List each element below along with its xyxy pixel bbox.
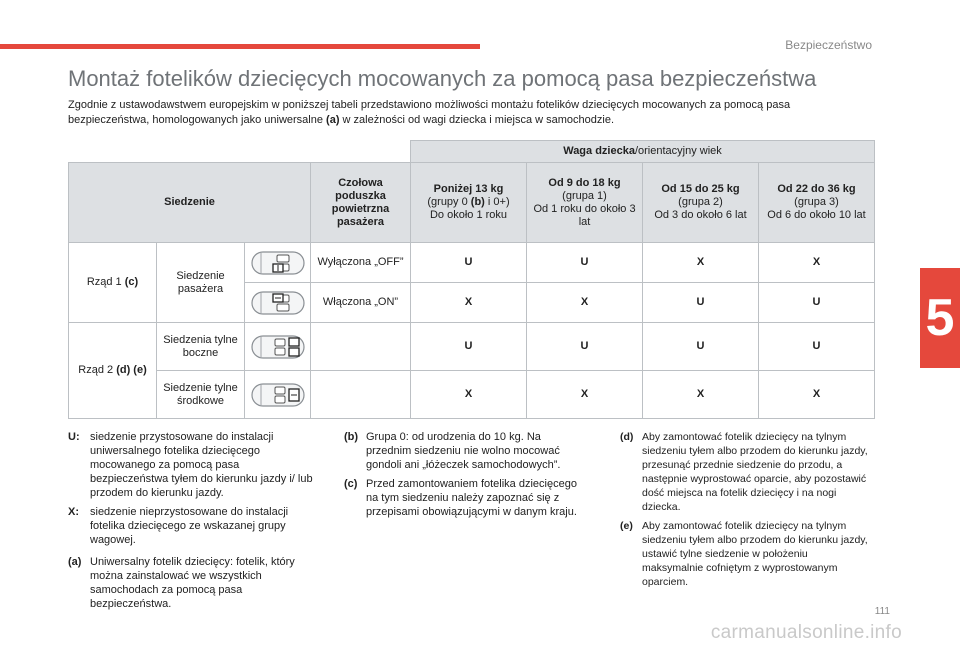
row2b-value-3: X xyxy=(759,371,875,419)
row1-label: Rząd 1 (c) xyxy=(69,243,157,323)
page-number: 111 xyxy=(874,606,890,617)
row1a-value-3: X xyxy=(759,243,875,283)
intro-paragraph xyxy=(68,98,868,128)
airbag-empty xyxy=(311,323,411,371)
column-header-row xyxy=(69,163,875,243)
footnotes-col-2 xyxy=(344,430,584,524)
row1b-value-2: U xyxy=(643,283,759,323)
col-header-group-0: Poniżej 13 kg (grupy 0 (b) i 0+) Do około 1 roku xyxy=(411,163,527,243)
table-row xyxy=(69,323,875,371)
row2a-value-3: U xyxy=(759,323,875,371)
row1a-value-2: X xyxy=(643,243,759,283)
footnote-c: (c) Przed zamontowaniem fotelika dziecięcego na tym siedzeniu należy zapoznać się z przepisami obowiązującymi w danym kraju. xyxy=(344,478,577,518)
airbag-empty xyxy=(311,371,411,419)
row2b-value-1: X xyxy=(527,371,643,419)
section-name: Bezpieczeństwo xyxy=(785,38,872,52)
table-row xyxy=(69,371,875,419)
row2-label: Rząd 2 (d) (e) xyxy=(69,323,157,419)
col-header-group-1: Od 9 do 18 kg (grupa 1) Od 1 roku do około 3 lat xyxy=(527,163,643,243)
table-row xyxy=(69,243,875,283)
footnote-d: (d) Aby zamontować fotelik dziecięcy na tylnym siedzeniu tyłem albo przodem do kierunku jazdy, przesunąć przednie siedzenie do przodu, a następnie wyprostować oparcie, aby pozostawić dość miejsca na fotelik dziecięcy i na nogi dziecka. xyxy=(620,431,868,513)
row1a-value-0: U xyxy=(411,243,527,283)
footnotes-col-3 xyxy=(620,430,870,594)
airbag-off: Wyłączona „OFF” xyxy=(311,243,411,283)
car-seat-icon-front-on xyxy=(245,283,311,323)
airbag-on: Włączona „ON” xyxy=(311,283,411,323)
row2a-value-1: U xyxy=(527,323,643,371)
footnote-a: (a) Uniwersalny fotelik dziecięcy: fotelik, który można zainstalować we wszystkich samochodach za pomocą pasa bezpieczeństwa. xyxy=(68,556,295,610)
row2b-value-0: X xyxy=(411,371,527,419)
row1-seat: Siedzenie pasażera xyxy=(157,243,245,323)
row2a-value-2: U xyxy=(643,323,759,371)
child-seat-table xyxy=(68,140,875,419)
intro-note-ref: (a) xyxy=(326,114,340,126)
col-header-group-2: Od 15 do 25 kg (grupa 2) Od 3 do około 6 lat xyxy=(643,163,759,243)
car-seat-icon-rear-side xyxy=(245,323,311,371)
col-header-seat: Siedzenie xyxy=(69,163,311,243)
car-seat-icon-rear-center xyxy=(245,371,311,419)
row2a-seat: Siedzenia tylne boczne xyxy=(157,323,245,371)
col-header-airbag: Czołowa poduszka powietrzna pasażera xyxy=(311,163,411,243)
car-seat-icon-front-off xyxy=(245,243,311,283)
row1a-value-1: U xyxy=(527,243,643,283)
row1b-value-1: X xyxy=(527,283,643,323)
intro-text-2: w zależności od wagi dziecka i miejsca w samochodzie. xyxy=(339,114,615,126)
row2b-seat: Siedzenie tylne środkowe xyxy=(157,371,245,419)
footnote-x: X: siedzenie nieprzystosowane do instalacji fotelika dziecięcego ze wskazanej grupy wagowej. xyxy=(68,506,289,546)
watermark: carmanualsonline.info xyxy=(710,622,902,643)
row2a-value-0: U xyxy=(411,323,527,371)
footnote-b: (b) Grupa 0: od urodzenia do 10 kg. Na przednim siedzeniu nie wolno mocować gondoli ani „łóżeczek samochodowych”. xyxy=(344,431,561,471)
weight-header-row xyxy=(69,141,875,163)
intro-text-1: Zgodnie z ustawodawstwem europejskim w poniższej tabeli przedstawiono możliwości montażu fotelików dziecięcych mocowanych za pomocą pasa bezpieczeństwa, homologowanych jako uniwersalne xyxy=(68,99,791,126)
row2b-value-2: X xyxy=(643,371,759,419)
row1b-value-3: U xyxy=(759,283,875,323)
footnote-e: (e) Aby zamontować fotelik dziecięcy na tylnym siedzeniu tyłem albo przodem do kierunku jazdy, ustawić tylne siedzenie w położeniu maksymalnie cofniętym z wyprostowanym oparciem. xyxy=(620,520,868,588)
footnotes-col-1 xyxy=(68,430,318,616)
chapter-badge: 5 xyxy=(920,268,960,368)
top-accent-bar xyxy=(0,44,480,49)
weight-header: Waga dziecka/orientacyjny wiek xyxy=(411,141,875,163)
page-title: Montaż fotelików dziecięcych mocowanych za pomocą pasa bezpieczeństwa xyxy=(68,66,817,91)
col-header-group-3: Od 22 do 36 kg (grupa 3) Od 6 do około 10 lat xyxy=(759,163,875,243)
row1b-value-0: X xyxy=(411,283,527,323)
footnote-u: U: siedzenie przystosowane do instalacji uniwersalnego fotelika dziecięcego mocowanego za pomocą pasa bezpieczeństwa tyłem do kierunku jazdy i/ lub przodem do kierunku jazdy. xyxy=(68,431,313,499)
